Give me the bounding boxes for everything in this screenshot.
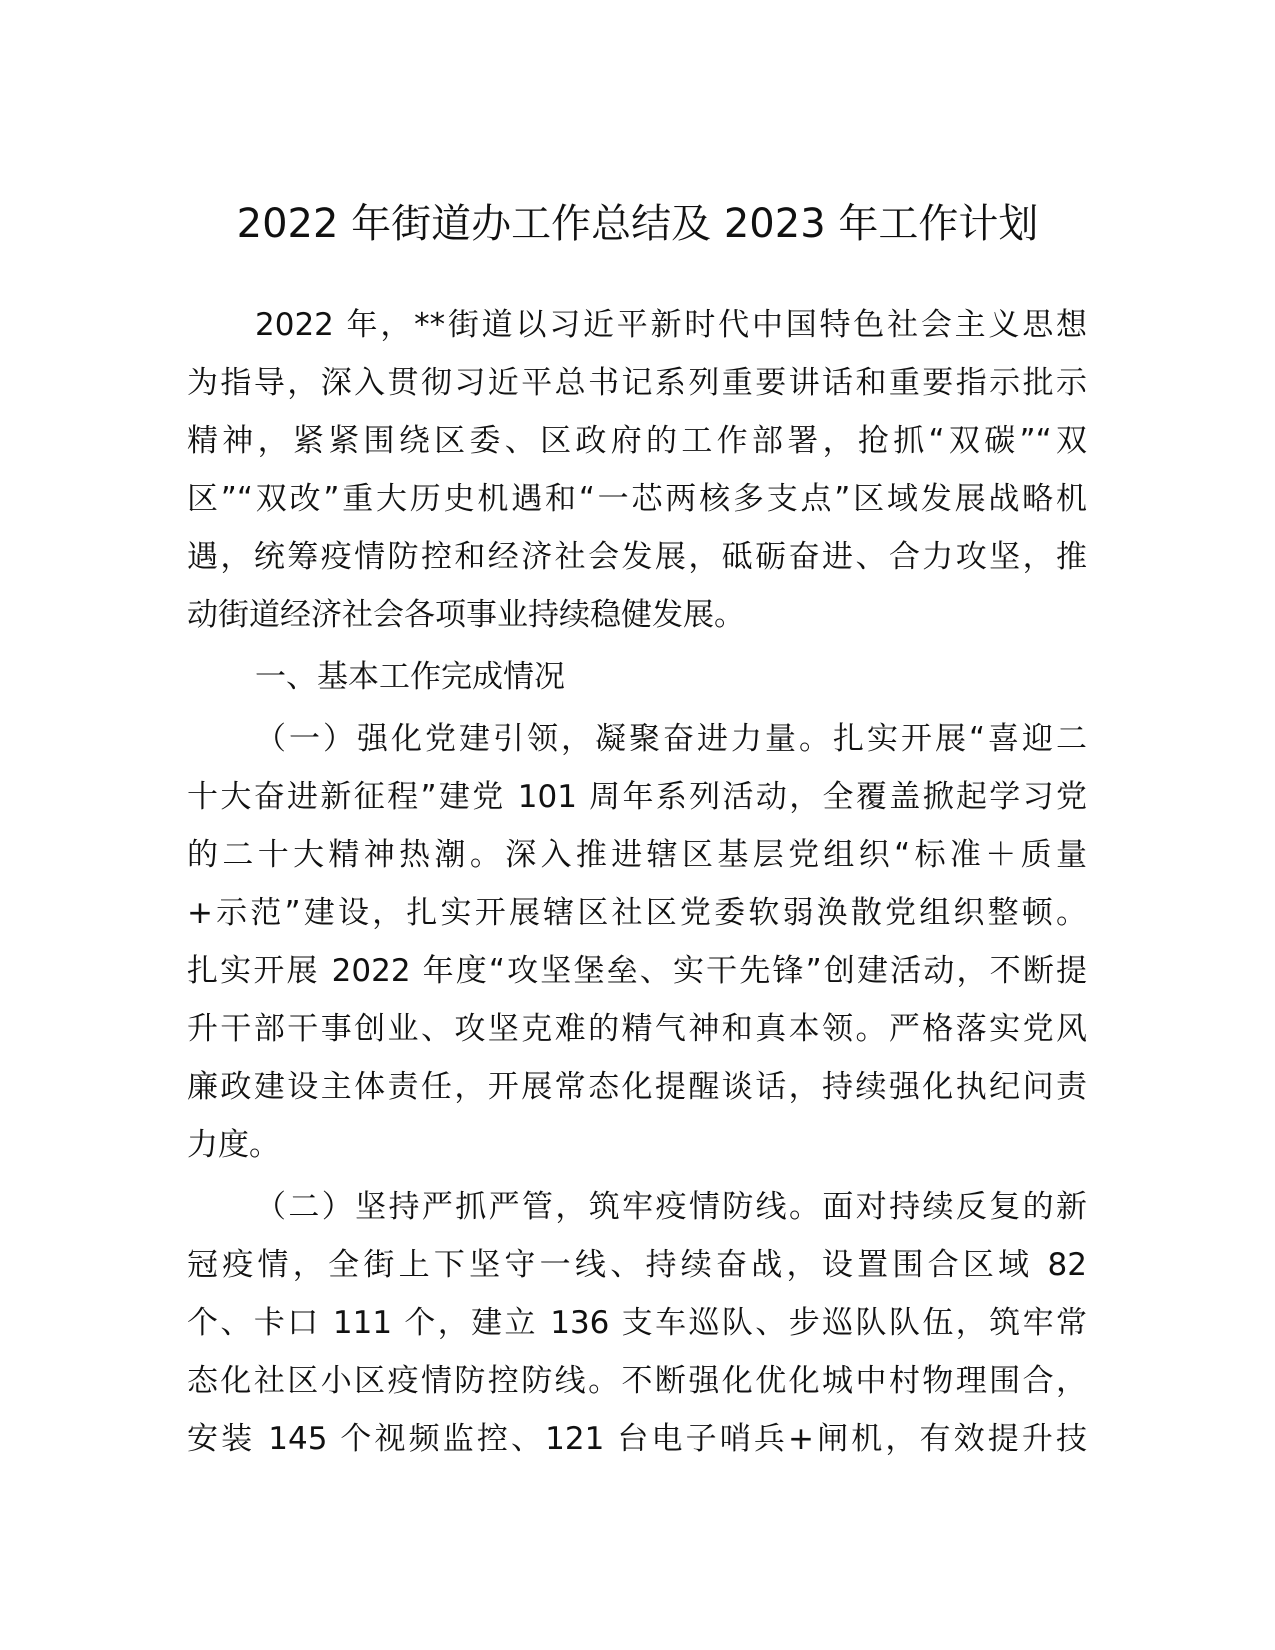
section-heading	[187, 648, 1087, 706]
text-line: 为指导，深入贯彻习近平总书记系列重要讲话和重要指示批示	[187, 365, 1087, 401]
text-line: 十大奋进新征程”建党 101 周年系列活动，全覆盖掀起学习党	[187, 779, 1087, 815]
text-line: 升干部干事创业、攻坚克难的精气神和真本领。严格落实党风	[187, 1011, 1087, 1047]
text-line: 动街道经济社会各项事业持续稳健发展。	[187, 597, 745, 633]
text-line: 廉政建设主体责任，开展常态化提醒谈话，持续强化执纪问责	[187, 1069, 1087, 1105]
text-line: 力度。	[187, 1127, 280, 1163]
document-body	[187, 296, 1087, 1472]
text-line: （一）强化党建引领，凝聚奋进力量。扎实开展“喜迎二	[255, 721, 1087, 757]
text-line: 的二十大精神热潮。深入推进辖区基层党组织“标准＋质量	[187, 837, 1087, 873]
text-line: +示范”建设，扎实开展辖区社区党委软弱涣散党组织整顿。	[187, 895, 1087, 931]
text-line: 冠疫情，全街上下坚守一线、持续奋战，设置围合区域 82	[187, 1247, 1087, 1283]
text-line: 一、基本工作完成情况	[255, 659, 565, 695]
text-line: （二）坚持严抓严管，筑牢疫情防线。面对持续反复的新	[255, 1189, 1087, 1225]
paragraph-party-building	[187, 710, 1087, 1174]
text-line: 安装 145 个视频监控、121 台电子哨兵+闸机，有效提升技	[187, 1421, 1087, 1457]
text-line: 遇，统筹疫情防控和经济社会发展，砥砺奋进、合力攻坚，推	[187, 539, 1087, 575]
document-title: 2022 年街道办工作总结及 2023 年工作计划	[236, 201, 1039, 247]
text-line: 个、卡口 111 个，建立 136 支车巡队、步巡队队伍，筑牢常	[187, 1305, 1087, 1341]
paragraph-intro	[187, 296, 1087, 644]
text-line: 精神，紧紧围绕区委、区政府的工作部署，抢抓“双碳”“双	[187, 423, 1087, 459]
text-line: 扎实开展 2022 年度“攻坚堡垒、实干先锋”创建活动，不断提	[187, 953, 1087, 989]
text-line: 区”“双改”重大历史机遇和“一芯两核多支点”区域发展战略机	[187, 481, 1087, 517]
paragraph-epidemic-control	[187, 1178, 1087, 1468]
text-line: 态化社区小区疫情防控防线。不断强化优化城中村物理围合，	[187, 1363, 1087, 1399]
text-line: 2022 年，**街道以习近平新时代中国特色社会主义思想	[255, 307, 1087, 343]
